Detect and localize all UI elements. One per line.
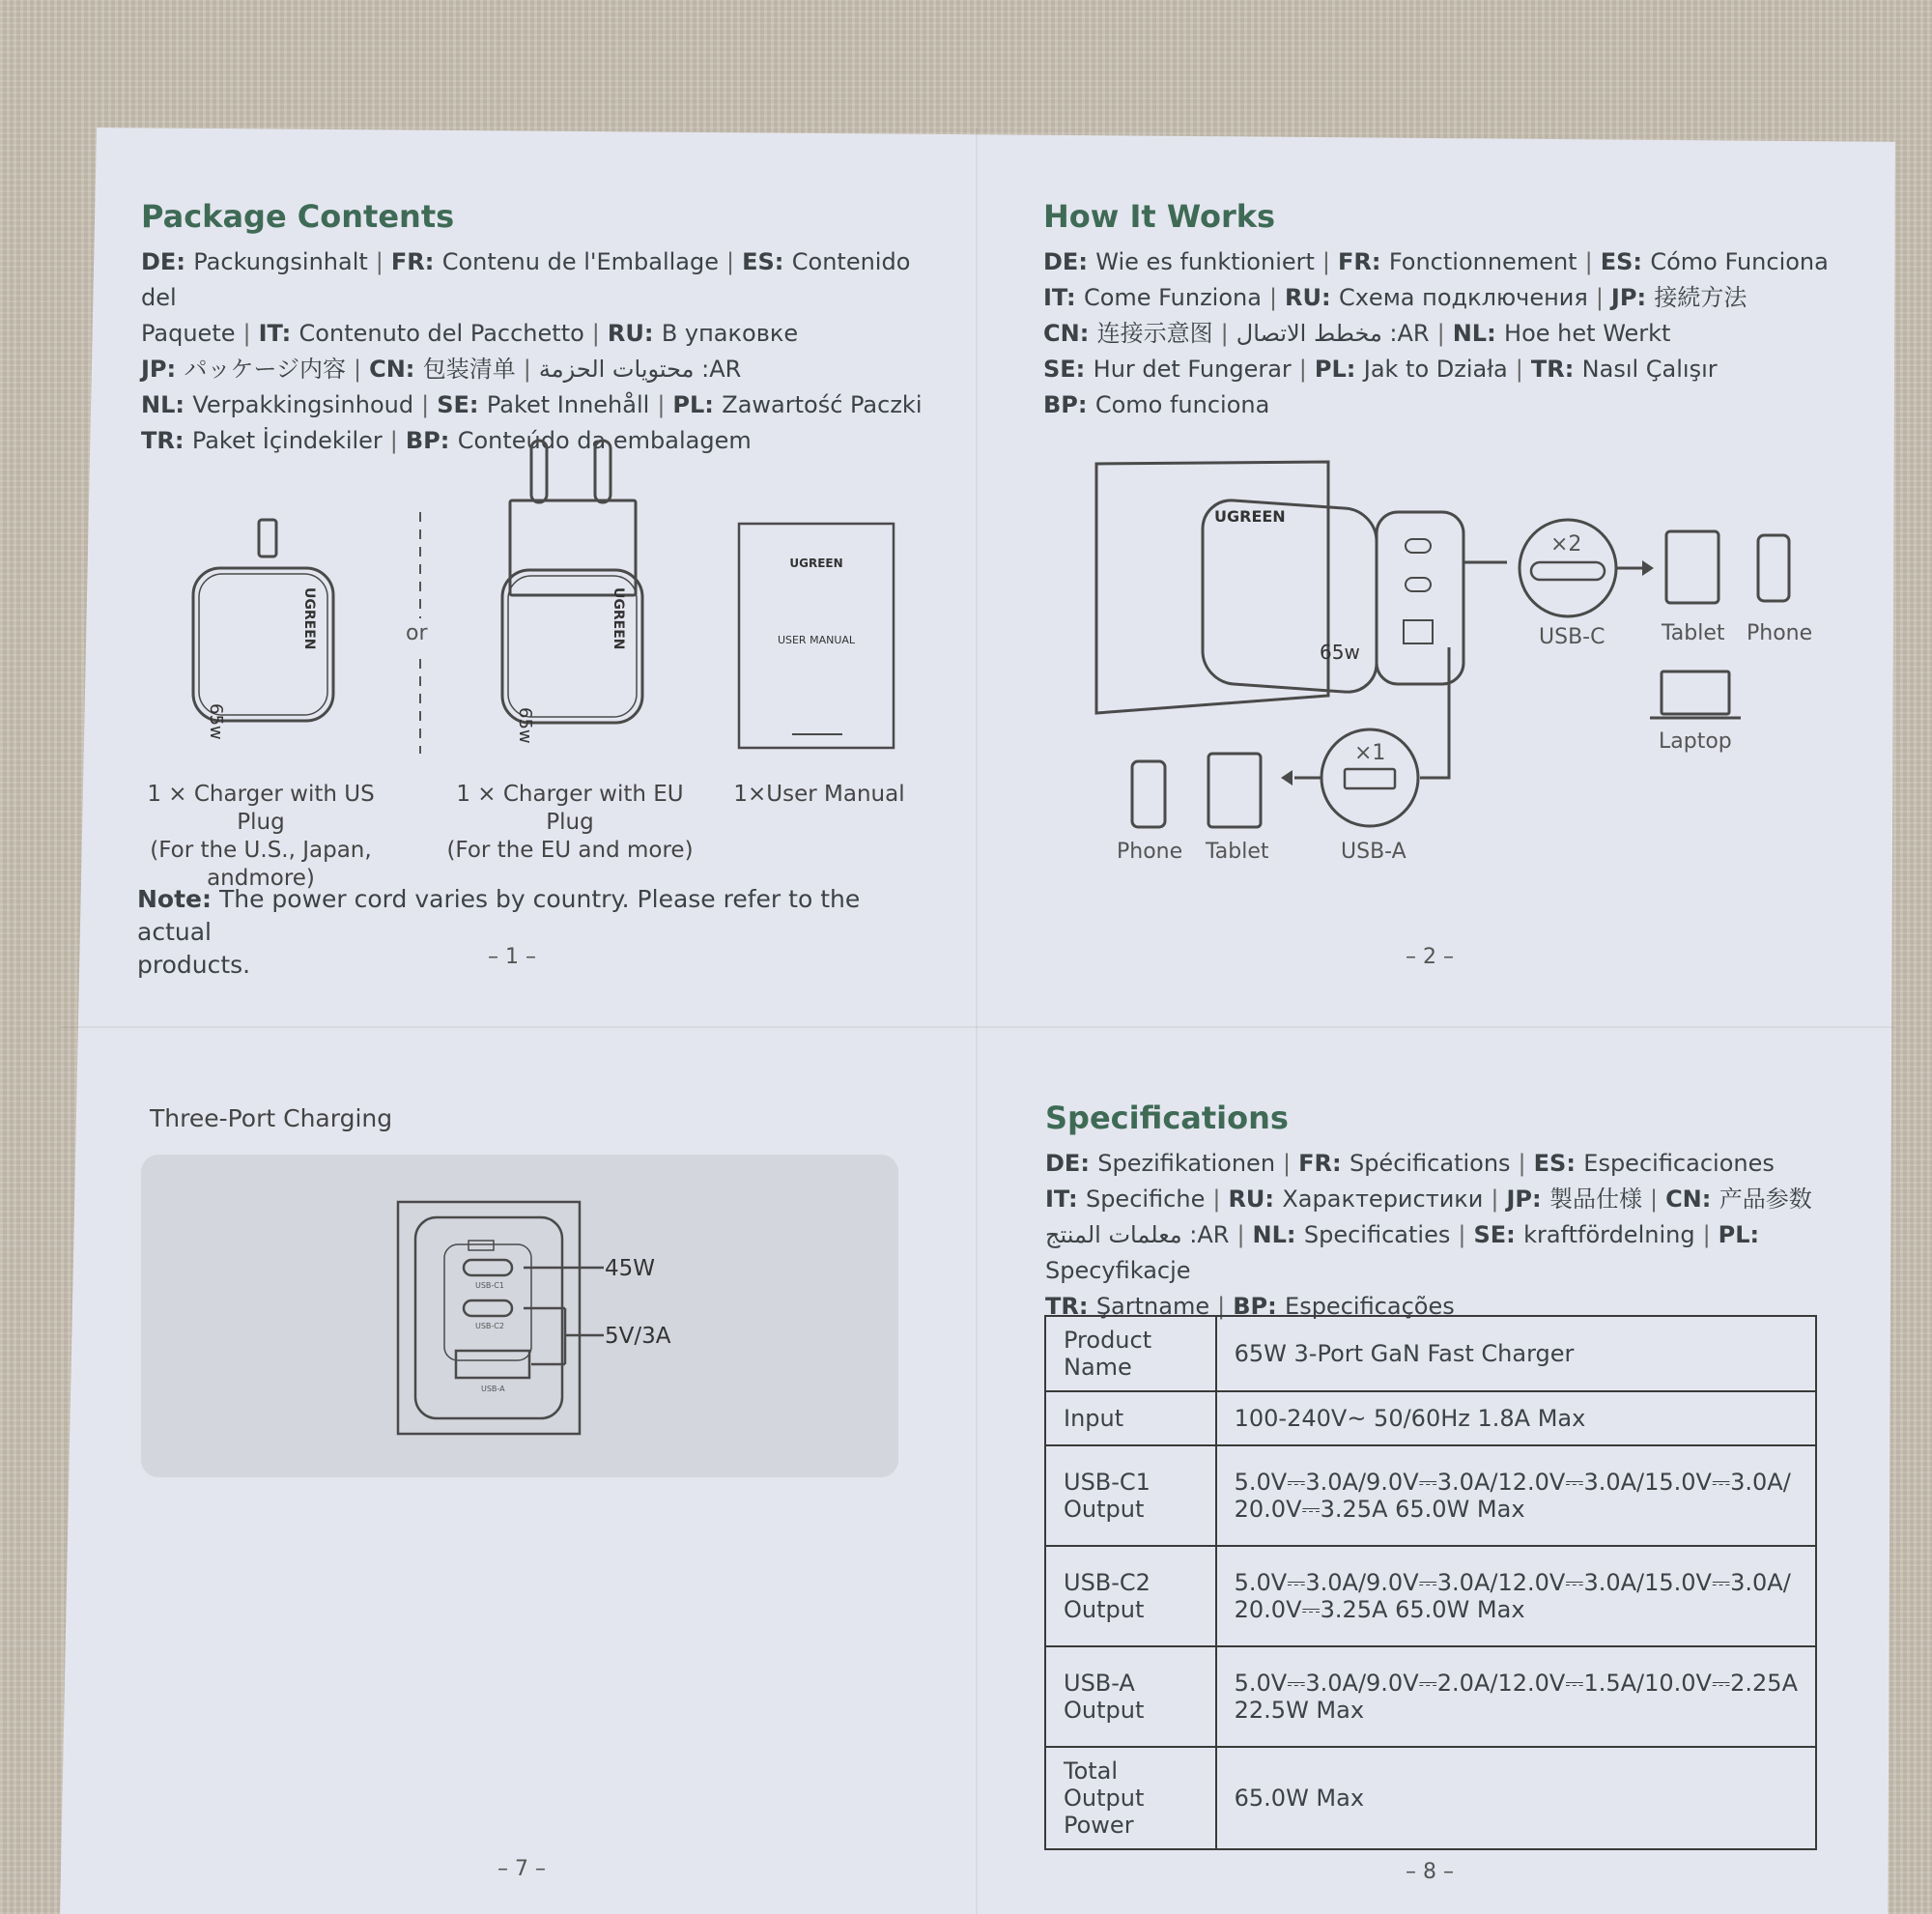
language-code: DE:	[1045, 1150, 1098, 1177]
spec-value	[1216, 1445, 1816, 1546]
language-text: Especificaciones	[1583, 1150, 1775, 1177]
port-a-label: USB-A	[481, 1385, 505, 1393]
language-code: BP:	[1233, 1293, 1286, 1320]
language-text: Packungsinhalt	[193, 248, 368, 275]
three-port-title: Three-Port Charging	[150, 1104, 393, 1132]
language-text: Paket Innehåll	[486, 391, 650, 418]
spec-key: Input	[1045, 1391, 1216, 1445]
separator: |	[1584, 248, 1593, 275]
language-code: SE:	[1473, 1221, 1524, 1248]
language-line	[141, 387, 933, 423]
spec-value-line: 5.0V⎓3.0A/9.0V⎓3.0A/12.0V⎓3.0A/15.0V⎓3.0A/	[1234, 1569, 1791, 1596]
language-text: Hur det Fungerar	[1093, 356, 1292, 383]
separator: |	[726, 248, 735, 275]
language-code: PL:	[672, 391, 723, 418]
table-row	[1045, 1316, 1816, 1391]
language-text: Şartname	[1095, 1293, 1210, 1320]
language-code: RU:	[1285, 284, 1339, 311]
tablet-icon	[1666, 531, 1719, 603]
separator: |	[657, 391, 666, 418]
tablet-label: Tablet	[1662, 621, 1725, 645]
spec-key: USB-C1 Output	[1045, 1445, 1216, 1546]
spec-value-line: 100-240V~ 50/60Hz 1.8A Max	[1234, 1405, 1586, 1432]
language-text: Contenuto del Pacchetto	[298, 320, 584, 347]
language-code: NL:	[141, 391, 193, 418]
specifications-title: Specifications	[1045, 1100, 1289, 1136]
language-line	[141, 316, 933, 352]
separator: |	[1518, 1150, 1526, 1177]
language-text: Paquete	[141, 320, 236, 347]
separator: |	[1268, 284, 1278, 311]
language-text: Contenido del	[141, 248, 911, 311]
spec-key: Total Output Power	[1045, 1747, 1216, 1849]
usba-label: USB-A	[1341, 840, 1406, 864]
specifications-languages	[1045, 1146, 1895, 1325]
language-text: Cómo Funciona	[1650, 248, 1829, 275]
language-code: SE:	[437, 391, 487, 418]
spec-value	[1216, 1391, 1816, 1445]
language-line	[1045, 1217, 1895, 1289]
tablet-icon-2	[1208, 754, 1261, 827]
language-code: FR:	[390, 248, 442, 275]
separator: |	[1491, 1186, 1499, 1213]
language-code: JP:	[1610, 284, 1655, 311]
us-charger-wattage: 65w	[206, 703, 226, 740]
separator: |	[375, 248, 384, 275]
language-line	[1043, 387, 1874, 423]
specifications-table	[1044, 1315, 1817, 1850]
language-code: JP:	[1506, 1186, 1549, 1213]
diagram-wattage: 65w	[1320, 641, 1360, 664]
package-contents-section	[141, 198, 933, 459]
separator: |	[1649, 1186, 1659, 1213]
separator: |	[389, 427, 398, 454]
language-text: Характеристики	[1282, 1186, 1484, 1213]
note-text: The power cord varies by country. Please refer to the actual	[137, 885, 861, 946]
spec-value-line: 65.0W Max	[1234, 1785, 1365, 1812]
language-code: ES:	[742, 248, 792, 275]
language-code: TR:	[1530, 356, 1582, 383]
separator: |	[1283, 1150, 1292, 1177]
port-c2-label: USB-C2	[475, 1322, 504, 1330]
language-code: BP:	[1043, 391, 1095, 418]
language-code: DE:	[1043, 248, 1096, 275]
separator: |	[1702, 1221, 1711, 1248]
laptop-label: Laptop	[1659, 729, 1732, 754]
language-code: DE:	[141, 248, 194, 275]
language-code: BP:	[405, 427, 458, 454]
output-45w-label: 45W	[605, 1256, 656, 1281]
specifications-section	[1045, 1100, 1895, 1325]
table-row	[1045, 1747, 1816, 1849]
how-it-works-title: How It Works	[1043, 198, 1276, 235]
phone-icon	[1758, 535, 1789, 601]
language-code: IT:	[258, 320, 299, 347]
language-line	[1045, 1182, 1895, 1217]
spec-key: USB-A Output	[1045, 1646, 1216, 1747]
charger-body	[1203, 499, 1377, 695]
language-line	[141, 244, 933, 316]
separator: |	[1212, 1186, 1221, 1213]
horizontal-fold	[60, 1026, 1895, 1028]
spec-value-line: 5.0V⎓3.0A/9.0V⎓3.0A/12.0V⎓3.0A/15.0V⎓3.0A/	[1234, 1469, 1791, 1496]
language-text: 产品参数	[1719, 1186, 1812, 1213]
language-text: Specificaties	[1303, 1221, 1451, 1248]
language-text: Hoe het Werkt	[1504, 320, 1671, 347]
x1-label: ×1	[1354, 741, 1386, 765]
language-text: Spezifikationen	[1097, 1150, 1276, 1177]
page-number-7: – 7 –	[497, 1857, 546, 1881]
language-text: Nasıl Çalışır	[1581, 356, 1718, 383]
language-text: معلمات المنتج :AR	[1045, 1221, 1230, 1248]
language-code: FR:	[1338, 248, 1389, 275]
separator: |	[1217, 1293, 1226, 1320]
us-charger-caption-line1: 1 × Charger with US Plug	[147, 782, 375, 835]
us-charger-caption	[126, 781, 396, 893]
language-text: Especificações	[1285, 1293, 1455, 1320]
spec-value-line: 22.5W Max	[1234, 1697, 1365, 1724]
manual-title: USER MANUAL	[777, 634, 856, 646]
spec-value-line: 20.0V⎓3.25A 65.0W Max	[1234, 1596, 1525, 1623]
us-charger-brand: UGREEN	[301, 587, 317, 650]
eu-charger-wattage: 65w	[515, 707, 535, 744]
language-text: Fonctionnement	[1388, 248, 1577, 275]
separator: |	[1298, 356, 1307, 383]
how-it-works-languages	[1043, 244, 1874, 423]
eu-charger-caption-line2: (For the EU and more)	[446, 838, 694, 863]
language-code: JP:	[141, 356, 185, 383]
separator: |	[1236, 1221, 1245, 1248]
language-code: RU:	[607, 320, 662, 347]
separator: |	[1595, 284, 1604, 311]
language-text: Conteúdo da embalagem	[457, 427, 752, 454]
language-code: CN:	[1043, 320, 1097, 347]
language-code: SE:	[1043, 356, 1094, 383]
language-code: ES:	[1533, 1150, 1584, 1177]
spec-value-line: 20.0V⎓3.25A 65.0W Max	[1234, 1496, 1525, 1523]
language-text: Specifiche	[1085, 1186, 1206, 1213]
manual-caption-line1: 1×User Manual	[733, 782, 905, 807]
eu-charger-caption	[435, 781, 705, 865]
language-code: TR:	[141, 427, 192, 454]
note-text-2: products.	[137, 951, 251, 979]
separator: |	[242, 320, 251, 347]
language-code: RU:	[1228, 1186, 1283, 1213]
language-line	[141, 352, 933, 387]
language-code: NL:	[1452, 320, 1505, 347]
language-text: Verpakkingsinhoud	[192, 391, 414, 418]
language-code: CN:	[369, 356, 423, 383]
us-charger-caption-line2: (For the U.S., Japan,	[150, 838, 372, 863]
eu-charger-caption-line1: 1 × Charger with EU Plug	[456, 782, 684, 835]
spec-value	[1216, 1747, 1816, 1849]
us-charger-caption-line3: andmore)	[207, 866, 315, 891]
tablet-label-2: Tablet	[1206, 840, 1269, 864]
eu-charger-brand: UGREEN	[611, 587, 626, 650]
spec-value	[1216, 1316, 1816, 1391]
language-text: kraftfördelning	[1523, 1221, 1695, 1248]
language-code: CN:	[1665, 1186, 1719, 1213]
table-row	[1045, 1391, 1816, 1445]
spec-value	[1216, 1646, 1816, 1747]
language-text: 包装清单	[422, 356, 516, 383]
how-it-works-section	[1043, 198, 1874, 423]
separator: |	[1220, 320, 1229, 347]
language-text: Zawartość Paczki	[722, 391, 923, 418]
diagram-brand: UGREEN	[1214, 507, 1286, 526]
vertical-fold	[976, 128, 978, 1914]
table-row	[1045, 1546, 1816, 1646]
language-text: Схема подключения	[1338, 284, 1588, 311]
package-contents-title: Package Contents	[141, 198, 455, 235]
language-text: 接続方法	[1654, 284, 1747, 311]
language-code: IT:	[1043, 284, 1084, 311]
x2-label: ×2	[1550, 532, 1582, 557]
language-text: مخطط الاتصال :AR	[1236, 320, 1430, 347]
phone-icon-2	[1132, 761, 1165, 827]
package-contents-languages	[141, 244, 933, 459]
three-port-diagram	[386, 1196, 705, 1447]
language-text: 製品仕様	[1548, 1186, 1642, 1213]
table-row	[1045, 1445, 1816, 1546]
phone-label: Phone	[1747, 621, 1813, 645]
language-code: FR:	[1298, 1150, 1350, 1177]
language-line	[1043, 244, 1874, 280]
package-contents-illustration	[135, 435, 927, 783]
separator: |	[1321, 248, 1330, 275]
laptop-icon	[1662, 671, 1729, 714]
language-text: Spécifications	[1349, 1150, 1511, 1177]
separator: |	[1458, 1221, 1466, 1248]
language-text: Como funciona	[1094, 391, 1270, 418]
spec-value	[1216, 1546, 1816, 1646]
phone-label-2: Phone	[1117, 840, 1183, 864]
table-row	[1045, 1646, 1816, 1747]
separator: |	[523, 356, 531, 383]
language-line	[1045, 1146, 1895, 1182]
separator: |	[1436, 320, 1445, 347]
language-code: ES:	[1600, 248, 1651, 275]
language-text: Come Funziona	[1083, 284, 1262, 311]
language-text: Specyfikacje	[1045, 1257, 1191, 1284]
language-text: Jak to Działa	[1363, 356, 1508, 383]
language-code: TR:	[1045, 1293, 1096, 1320]
spec-key: Product Name	[1045, 1316, 1216, 1391]
note-label: Note:	[137, 885, 213, 913]
page-number-8: – 8 –	[1406, 1860, 1454, 1884]
language-code: PL:	[1314, 356, 1364, 383]
page-number-2: – 2 –	[1406, 945, 1454, 969]
language-text: パッケージ内容	[184, 356, 347, 383]
output-5v3a-label: 5V/3A	[605, 1324, 671, 1349]
or-label: or	[406, 621, 428, 645]
language-code: PL:	[1718, 1221, 1760, 1248]
spec-value-line: 5.0V⎓3.0A/9.0V⎓2.0A/12.0V⎓1.5A/10.0V⎓2.25A	[1234, 1670, 1798, 1697]
manual-caption	[723, 781, 916, 809]
language-code: IT:	[1045, 1186, 1086, 1213]
language-text: Paket İçindekiler	[191, 427, 383, 454]
language-text: Wie es funktioniert	[1095, 248, 1315, 275]
spec-value-line: 65W 3-Port GaN Fast Charger	[1234, 1340, 1575, 1367]
language-text: Contenu de l'Emballage	[441, 248, 720, 275]
how-it-works-diagram	[1082, 454, 1835, 879]
separator: |	[1515, 356, 1523, 383]
usbc-label: USB-C	[1539, 625, 1605, 649]
spec-key: USB-C2 Output	[1045, 1546, 1216, 1646]
page-number-1: – 1 –	[488, 945, 536, 969]
separator: |	[421, 391, 430, 418]
manual-brand: UGREEN	[789, 557, 843, 570]
port-c1-label: USB-C1	[475, 1281, 504, 1290]
language-text: محتويات الحزمة :AR	[538, 356, 742, 383]
separator: |	[354, 356, 362, 383]
language-line	[1043, 352, 1874, 387]
language-line	[1043, 316, 1874, 352]
separator: |	[591, 320, 600, 347]
language-text: В упаковке	[661, 320, 799, 347]
language-text: 连接示意图	[1096, 320, 1213, 347]
language-code: NL:	[1252, 1221, 1304, 1248]
eu-charger-illustration	[502, 441, 642, 723]
language-line	[1043, 280, 1874, 316]
